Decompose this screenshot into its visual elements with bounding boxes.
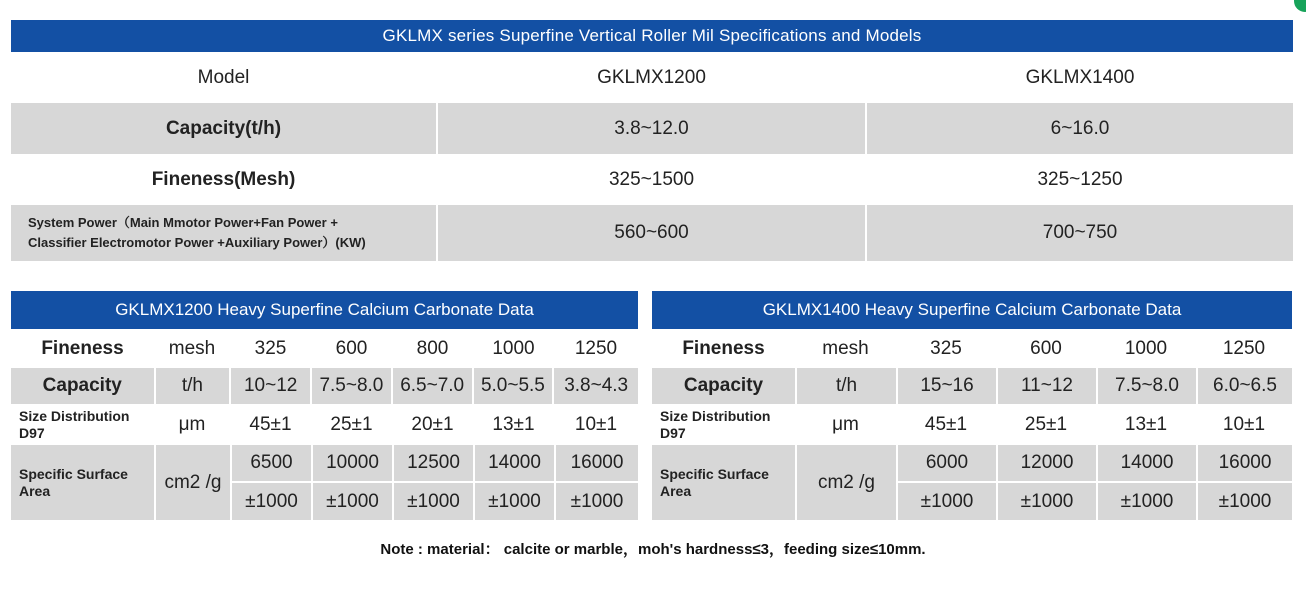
right-ssa-tolerance: ±1000 <box>1098 483 1196 520</box>
right-size-row <box>652 404 1292 445</box>
left-size-value: 45±1 <box>249 413 292 435</box>
fineness-1200: 325~1500 <box>608 168 695 190</box>
right-fineness-row <box>652 329 1292 368</box>
right-capacity-value: 6.0~6.5 <box>1198 368 1292 404</box>
left-ssa-value: 12500 <box>394 445 473 481</box>
right-ssa-label-line2: Area <box>660 482 692 499</box>
capacity-1200: 3.8~12.0 <box>438 103 865 154</box>
left-size-value: 13±1 <box>492 413 535 435</box>
right-size-value: 25±1 <box>1024 413 1068 435</box>
capacity-row <box>11 103 1293 154</box>
right-fineness-value: 1000 <box>1124 337 1168 359</box>
right-ssa-value: 16000 <box>1198 445 1292 481</box>
left-size-unit: μm <box>178 413 206 435</box>
left-fineness-value: 1250 <box>574 337 618 359</box>
right-size-value: 45±1 <box>924 413 968 435</box>
model-row <box>11 52 1293 103</box>
spec-table <box>11 20 1293 261</box>
right-ssa-value: 12000 <box>998 445 1096 481</box>
right-capacity-unit: t/h <box>797 368 896 404</box>
system-power-row <box>11 205 1293 261</box>
left-size-label-line2: D97 <box>19 424 45 441</box>
left-ssa-value: 14000 <box>475 445 554 481</box>
gklmx1400-table-title: GKLMX1400 Heavy Superfine Calcium Carbonate Data <box>652 291 1292 329</box>
right-fineness-unit: mesh <box>822 337 869 359</box>
model-label: Model <box>197 66 250 88</box>
right-fineness-value: 600 <box>1030 337 1062 359</box>
fineness-row <box>11 154 1293 205</box>
system-power-label <box>11 205 436 261</box>
left-ssa-label-line1: Specific Surface <box>19 465 128 482</box>
system-power-1400: 700~750 <box>867 205 1293 261</box>
left-size-value: 10±1 <box>574 413 618 435</box>
left-ssa-tolerance: ±1000 <box>232 483 311 520</box>
capacity-1400: 6~16.0 <box>867 103 1293 154</box>
right-capacity-value: 7.5~8.0 <box>1098 368 1196 404</box>
capacity-label: Capacity(t/h) <box>11 103 436 154</box>
left-capacity-value: 3.8~4.3 <box>554 368 638 404</box>
left-capacity-label: Capacity <box>11 368 154 404</box>
right-size-unit: μm <box>832 413 859 435</box>
right-ssa-value: 14000 <box>1098 445 1196 481</box>
right-size-value: 13±1 <box>1124 413 1168 435</box>
left-ssa-tolerance: ±1000 <box>475 483 554 520</box>
left-ssa-value: 16000 <box>556 445 638 481</box>
system-power-label-line1: System Power（Main Mmotor Power+Fan Power + <box>28 215 338 230</box>
left-ssa-label <box>11 445 154 520</box>
left-capacity-value: 10~12 <box>231 368 310 404</box>
left-size-label <box>11 404 154 445</box>
spec-table-title: GKLMX series Superfine Vertical Roller Mil Specifications and Models <box>11 20 1293 52</box>
left-fineness-row <box>11 329 638 368</box>
left-capacity-value: 7.5~8.0 <box>312 368 391 404</box>
left-size-value: 20±1 <box>411 413 454 435</box>
right-capacity-row <box>652 368 1292 404</box>
left-ssa-tolerance: ±1000 <box>394 483 473 520</box>
right-fineness-value: 325 <box>930 337 962 359</box>
right-ssa-block <box>652 445 1292 520</box>
left-ssa-value: 6500 <box>232 445 311 481</box>
right-size-value: 10±1 <box>1222 413 1266 435</box>
system-power-1200: 560~600 <box>438 205 865 261</box>
left-ssa-value: 10000 <box>313 445 392 481</box>
left-fineness-value: 600 <box>335 337 368 359</box>
corner-badge-icon <box>1294 0 1306 12</box>
right-ssa-label-line1: Specific Surface <box>660 465 769 482</box>
left-ssa-unit: cm2 /g <box>156 445 230 520</box>
left-size-value: 25±1 <box>330 413 373 435</box>
left-capacity-unit: t/h <box>156 368 230 404</box>
right-ssa-tolerance: ±1000 <box>998 483 1096 520</box>
left-capacity-value: 5.0~5.5 <box>474 368 553 404</box>
left-size-label-line1: Size Distribution <box>19 407 130 424</box>
left-fineness-value: 800 <box>416 337 449 359</box>
right-ssa-tolerance: ±1000 <box>898 483 996 520</box>
left-capacity-value: 6.5~7.0 <box>393 368 472 404</box>
left-fineness-value: 1000 <box>492 337 535 359</box>
right-fineness-value: 1250 <box>1222 337 1266 359</box>
left-ssa-tolerance: ±1000 <box>313 483 392 520</box>
right-capacity-value: 11~12 <box>998 368 1096 404</box>
left-fineness-value: 325 <box>254 337 287 359</box>
right-ssa-unit: cm2 /g <box>797 445 896 520</box>
left-ssa-tolerance: ±1000 <box>556 483 638 520</box>
right-fineness-label: Fineness <box>682 337 765 359</box>
right-ssa-label <box>652 445 795 520</box>
right-capacity-value: 15~16 <box>898 368 996 404</box>
left-ssa-block <box>11 445 638 520</box>
right-ssa-value: 6000 <box>898 445 996 481</box>
fineness-label: Fineness(Mesh) <box>151 168 296 190</box>
right-ssa-tolerance: ±1000 <box>1198 483 1292 520</box>
right-size-label-line2: D97 <box>660 424 686 441</box>
material-note: Note : material： calcite or marble，moh's hardness≤3，feeding size≤10mm. <box>380 541 926 558</box>
left-fineness-unit: mesh <box>168 337 216 359</box>
model-1200: GKLMX1200 <box>597 66 706 88</box>
left-capacity-row <box>11 368 638 404</box>
gklmx1200-table-title: GKLMX1200 Heavy Superfine Calcium Carbonate Data <box>11 291 638 329</box>
gklmx1200-data-table <box>11 291 638 520</box>
model-1400: GKLMX1400 <box>1025 66 1135 88</box>
gklmx1400-data-table <box>652 291 1292 520</box>
left-fineness-label: Fineness <box>41 337 124 359</box>
right-size-label-line1: Size Distribution <box>660 407 771 424</box>
fineness-1400: 325~1250 <box>1037 168 1123 190</box>
right-size-label <box>652 404 795 445</box>
left-size-row <box>11 404 638 445</box>
right-capacity-label: Capacity <box>652 368 795 404</box>
left-ssa-label-line2: Area <box>19 482 51 499</box>
system-power-label-line2: Classifier Electromotor Power +Auxiliary Power）(KW) <box>28 235 366 250</box>
